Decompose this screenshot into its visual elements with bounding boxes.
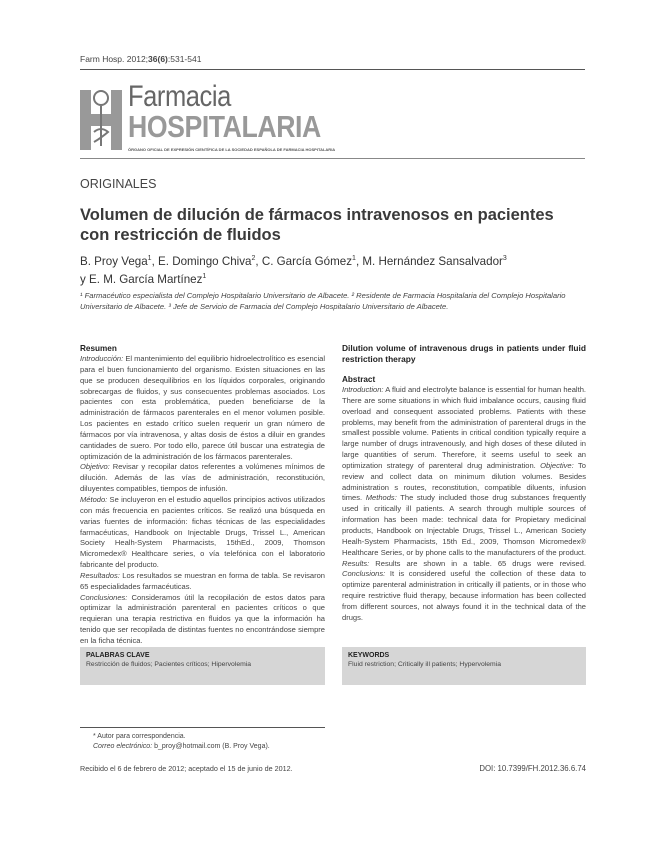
keywords-en-text: Fluid restriction; Critically ill patients; Hypervolemia [348, 661, 501, 668]
author-affiliation-mark: 2 [251, 255, 256, 262]
abstract-section-label: Methods: [365, 493, 397, 503]
abstract-section-text: The study included those drug substances frequently used in critically ill patients. A search through multiple sources of information has been made: technical data for Propietary medicinal products, Handbook on Injectable Drugs, Trissel L., American Society Healh-System Pharmacists, 15th Ed., 2009, Thomson Micromedex® Healthcare Series, or by phone calls to the manufacturers of the product. [342, 493, 586, 557]
correspondence-footnote [93, 732, 270, 752]
caduceus-h-icon [80, 86, 122, 152]
journal-citation [80, 54, 201, 64]
resumen-paragraph [80, 495, 325, 571]
author-name: C. García Gómez [261, 254, 353, 268]
abstract-section-label: Results: [342, 558, 370, 568]
citation-journal: Farm Hosp. 2012; [80, 54, 149, 64]
logo-farmacia: Farmacia [128, 80, 231, 113]
resumen-section-label: Resultados: [80, 570, 120, 580]
resumen-column [80, 343, 325, 647]
resumen-section-label: Objetivo: [80, 462, 110, 472]
footnote-author: * Autor para correspondencia. [93, 733, 186, 740]
resumen-paragraph [80, 593, 325, 647]
abstract-section-text: To review and collect data on minimum dilution volumes. Besides administration s routes, reconstitution, compatible diluents, infusion times. [342, 460, 586, 503]
citation-issue: (6) [157, 54, 168, 64]
resumen-section-text: Revisar y recopilar datos referentes a volúmenes mínimos de dilución. Además de las vías de administración, reconstitución, diluyentes compatibles, tiempos de infusión. [80, 462, 325, 494]
affiliations: ¹ Farmacéutico especialista del Complejo Hospitalario Universitario de Albacete. ² Residente de Farmacia Hospitalaria del Complejo Hospitalario Universitario de Albacete. ³ Jefe de Servicio de Farmacia del Complejo Hospitalario Universitario de Albacete. [80, 291, 566, 311]
author-affiliation-mark: 1 [147, 255, 152, 262]
article-title: Volumen de dilución de fármacos intravenosos en pacientes con restricción de fluidos [80, 206, 554, 244]
resumen-section-text: El mantenimiento del equilibrio hidroelectrolítico es esencial para el buen funcionamiento del organismo. Existen situaciones en las que se producen desequilibrios en los líquidos corporales, originando sobrecargas de fluidos, y sus consecuentes problemas asociados. Los pacientes con esta problemática, pueden beneficiarse de la administración de fármacos parenterales en el menor volumen posible. Los pacientes en estado crítico suelen requerir un gran número de fármacos por vía intravenosa, y altas dosis de éstos a diluir en grandes cantidades de suero. Por todo ello, parece útil buscar una estrategia de optimización de la administración de los fármacos parenterales. [80, 354, 325, 461]
author-name: B. Proy Vega [80, 254, 148, 268]
resumen-paragraph [80, 462, 325, 495]
abstract-section-label: Introduction: [342, 385, 384, 394]
citation-volume: 36 [148, 54, 158, 64]
resumen-paragraph [80, 571, 325, 593]
resumen-section-text: Se incluyeron en el estudio aquellos principios activos utilizados con más frecuencia en pacientes críticos. Se realizó una búsqueda en varias fuentes de información: fichas técnicas de las especialidades farmacéuticas, Handbook on Injectable Drugs, Trissel L., American Society Healh-System Pharmacists, 15thEd., 2009, Thomson Micromedex® Healthcare series, o vía telefónica con el laboratorio fabricante del producto. [80, 494, 325, 570]
author-name: M. Hernández Sansalvador [362, 254, 503, 268]
resumen-section-label: Conclusiones: [80, 592, 128, 602]
author-affiliation-mark: 1 [352, 255, 356, 262]
keywords-en-box [342, 647, 586, 685]
resumen-heading: Resumen [80, 344, 117, 353]
abstract-section-text: Results are shown in a table. 65 drugs were revised. [369, 558, 586, 568]
email-label: Correo electrónico: [93, 743, 153, 750]
abstract-body [342, 385, 586, 624]
logo-subtitle: ÓRGANO OFICIAL DE EXPRESIÓN CIENTÍFICA DE LA SOCIEDAD ESPAÑOLA DE FARMACIA HOSPITALARIA [128, 147, 336, 152]
header-rule [80, 69, 585, 70]
section-label: ORIGINALES [80, 177, 157, 191]
abstract-section-label: Conclusions: [342, 569, 386, 579]
author-separator: , [255, 254, 262, 268]
author-separator: , [151, 254, 159, 268]
author-list [80, 251, 590, 287]
journal-logo [80, 80, 336, 156]
author-affiliation-mark: 1 [202, 272, 207, 280]
resumen-section-text: Consideramos útil la recopilación de estos datos para optimizar la administración parenteral en pacientes críticos o que requieran una terapia restrictiva en fluidos ya que la información ha tenido que ser recopilada de distintas fuentes no encontrándose siempre en la ficha técnica. [80, 592, 325, 645]
logo-hospitalaria: HOSPITALARIA [128, 109, 321, 144]
footnote-email [93, 742, 270, 752]
resumen-paragraph [80, 354, 325, 462]
english-title: Dilution volume of intravenous drugs in patients under fluid restriction therapy [342, 343, 586, 364]
email-address[interactable]: b_proy@hotmail.com (B. Proy Vega). [152, 743, 270, 750]
abstract-column [342, 343, 586, 624]
abstract-section-label: Objective: [540, 460, 574, 470]
resumen-section-label: Método: [80, 494, 108, 504]
keywords-es-heading: PALABRAS CLAVE [86, 652, 150, 659]
resumen-section-label: Introducción: [80, 354, 124, 363]
keywords-en-heading: KEYWORDS [348, 652, 390, 659]
abstract-section-text: A fluid and electrolyte balance is essential for human health. There are some situations in which fluid imbalance occurs, causing fluid overload and consequent associated problems. Patients with these problems, may benefit from the administration of parenteral drugs in the smallest possible volume. Patients in critical condition typically require a large number of drugs intravenously, and high doses of these diluted in large quantities of serum. Therefore, it seems useful to seek an optimization strategy of parenteral drug administration. [342, 385, 586, 470]
abstract-heading: Abstract [342, 375, 376, 384]
resumen-body [80, 354, 325, 647]
resumen-section-text: Los resultados se muestran en forma de tabla. Se revisaron 65 especialidades farmacéuticas. [80, 570, 325, 591]
author-affiliation-mark: 3 [502, 255, 507, 262]
author-separator: , [355, 254, 363, 268]
footnote-rule [80, 727, 325, 728]
author-name: y E. M. García Martínez [80, 272, 203, 286]
keywords-es-box [80, 647, 325, 685]
abstract-section-text: It is considered useful the collection of these data to optimize parenteral administration in critically ill patients, or in those who require restrictive fluid therapy, because information has been collected from different sources, not always found it in the technical data of the drugs. [342, 569, 586, 622]
author-name: E. Domingo Chiva [158, 254, 252, 268]
logo-rule [80, 158, 585, 159]
doi[interactable]: DOI: 10.7399/FH.2012.36.6.74 [479, 764, 586, 773]
citation-pages: :531-541 [167, 54, 202, 64]
received-dates: Recibido el 6 de febrero de 2012; aceptado el 15 de junio de 2012. [80, 764, 293, 773]
keywords-es-text: Restricción de fluidos; Pacientes críticos; Hipervolemia [86, 661, 252, 668]
